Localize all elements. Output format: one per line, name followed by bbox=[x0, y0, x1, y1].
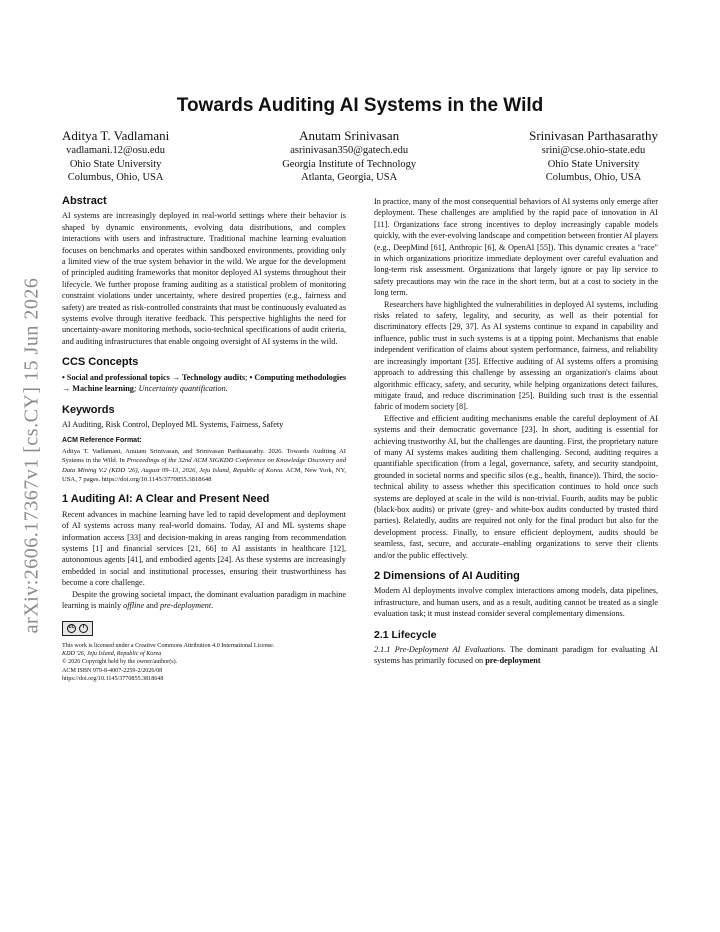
section-2-1-1-label: 2.1.1 Pre-Deployment AI Evaluations. bbox=[374, 645, 506, 655]
right-paragraph-3: Effective and efficient auditing mechanisms enable the careful deployment of AI systems and their democratic governance [23]. In short, auditing is essential for achieving trustworthy AI, but the challenges are daunting. First, the proprietary nature of many AI systems makes auditing them challenging. Second, auditing requires a quantifiable specification (from a legal, governance, safety, and security standpoint, grounded in societal norms and specific silos (e.g., health, finance)). Third, the socio-technical ability to assess whether this specification continues to hold once such systems are deployed at scale in the wild is non-trivial. Fourth, audits may be public (black-box audits) or private (grey- and white-box audits conducted by trusted third parties). Relatedly, audits are required not only for the final product but also for the development process. Finally, to ensure efficient deployment, audits should be seamless, fast, secure, and accurate–enabling organizations to serve their clients and/or the public effectively. bbox=[374, 413, 658, 560]
license-line-3: © 2026 Copyright held by the owner/author(s). bbox=[62, 659, 178, 666]
ccs-separator: ; bbox=[245, 372, 250, 382]
right-column bbox=[374, 196, 658, 667]
left-column bbox=[62, 196, 346, 684]
paper-title: Towards Auditing AI Systems in the Wild bbox=[176, 95, 544, 116]
cc-icon: cc bbox=[67, 624, 76, 633]
author-location: Atlanta, Georgia, USA bbox=[301, 172, 398, 183]
acm-reference-text bbox=[62, 447, 346, 485]
ccs-item-1: • Social and professional topics → Technology audits bbox=[62, 372, 246, 382]
author-name: Aditya T. Vadlamani bbox=[62, 128, 170, 143]
ccs-concepts bbox=[62, 372, 346, 395]
p2-text-c: and bbox=[144, 601, 161, 610]
section-2-1-1-text bbox=[374, 644, 658, 667]
ccs-item-2: • Computing methodologies → Machine learning bbox=[62, 372, 347, 394]
arxiv-identifier: arXiv:2606.17367v1 [cs.CY] 15 Jun 2026 bbox=[20, 277, 43, 633]
author-affiliation: Georgia Institute of Technology bbox=[282, 158, 417, 170]
ccs-heading: CCS Concepts bbox=[62, 356, 139, 369]
p2-text-pre-deployment: pre-deployment bbox=[160, 601, 212, 610]
author-name: Anutam Srinivasan bbox=[299, 128, 400, 143]
section-2-1-heading: 2.1 Lifecycle bbox=[374, 628, 437, 641]
author-email: asrinivasan350@gatech.edu bbox=[290, 145, 409, 156]
ccs-item-3: ; Uncertainty quantification. bbox=[133, 384, 228, 394]
author-affiliation: Ohio State University bbox=[69, 158, 162, 170]
section-1-paragraph-1: Recent advances in machine learning have led to rapid development and deployment of AI systems across many real-world domains. Today, AI and ML systems shape information access [33] and decision-making in areas ranging from recommendation systems [1] and financial services [21, 66] to AI assistants in healthcare [12], autonomous agents [41], and embodied agents [24]. As these systems are increasingly embedded in social and institutional processes, ensuring their trustworthiness has become a core challenge. bbox=[62, 509, 346, 588]
acm-reference-heading: ACM Reference Format: bbox=[62, 437, 142, 445]
license-line-4: ACM ISBN 979-8-4007-2259-2/2026/08 bbox=[62, 667, 163, 674]
section-2-heading: 2 Dimensions of AI Auditing bbox=[374, 570, 520, 582]
author-email: srini@cse.ohio-state.edu bbox=[541, 145, 646, 156]
section-2-1-1-body: The dominant paradigm for evaluating AI systems has primarily focused on bbox=[374, 645, 658, 666]
right-paragraph-2: Researchers have highlighted the vulnerabilities in deployed AI systems, including risks related to safety, legality, and security, as well as their potential for discriminatory effects [29, 37]. As AI systems continue to expand in capability and influence, public trust in such systems is at a tipping point. Mechanisms that enable independent verification of claims about system performance, fairness, and reliability are increasingly important [35]. Effective auditing of AI systems offers a promising approach to addressing this challenge by assessing an organization's claims about algorithmic efficacy, safety, and security, while helping organizations detect failures, mitigate fraud, and reduce discrimination [25]. Building such trust is the essential fabric of modern society [8]. bbox=[374, 299, 658, 412]
license-line-5: https://doi.org/10.1145/3770855.3818648 bbox=[62, 676, 164, 683]
author-affiliation: Ohio State University bbox=[547, 158, 640, 170]
cc-license-row bbox=[62, 620, 346, 635]
author-location: Columbus, Ohio, USA bbox=[67, 172, 164, 183]
keywords-text: AI Auditing, Risk Control, Deployed ML Systems, Fairness, Safety bbox=[62, 419, 284, 429]
author-1 bbox=[62, 128, 169, 185]
arxiv-stamp bbox=[8, 220, 56, 690]
acm-ref-venue: Proceedings of the 32nd ACM SIGKDD Conference on Knowledge Discovery and Data Mining V.2 (KDD '26), August 09–13, 2026, Jeju Island, Republic of Korea. bbox=[62, 457, 347, 474]
section-1-heading: 1 Auditing AI: A Clear and Present Need bbox=[62, 493, 270, 506]
p2-text-e: . bbox=[211, 601, 214, 610]
license-block bbox=[62, 642, 346, 684]
cc-by-badge bbox=[62, 621, 93, 636]
abstract-text: AI systems are increasingly deployed in real-world settings where their behavior is shaped by dynamic environments, evolving data distributions, and complex interactions with users and infrastructure. Traditional machine learning evaluation focuses on benchmarks and operates within sandboxed environments, providing only a limited view of the true system behavior in the wild. We argue for the development of principled auditing frameworks that monitor deployed AI systems throughout their lifecycle. We further propose framing auditing as a statistical problem of monitoring constraint violations under uncertainty, where desired properties (e.g., fairness and safety) are treated as risk-controlled constraints that must be continuously evaluated as systems evolve through iterative feedback. This perspective highlights the need for uncertainty-aware monitoring methods, socio-technical specifications of audit criteria, and auditing infrastructures that enable ongoing oversight of AI systems in the wild. bbox=[62, 211, 346, 346]
right-paragraph-1: In practice, many of the most consequential behaviors of AI systems only emerge after deployment. These challenges are amplified by the rapid pace of innovation in AI [11]. Organizations face strong incentives to deploy increasingly capable models quickly, with the ever-evolving landscape and competition between frontier AI players (e.g., DeepMind [61], Anthropic [6], & OpenAI [55]). This dynamic creates a "race" in which organizations prioritize immediate deployment over careful evaluation and long-term risk assessment. Organizations that largely ignore or pay lip service to safety precautions may win the race in the short term, but at a cost to society in the long term. bbox=[374, 197, 658, 298]
license-line-1: This work is licensed under a Creative Commons Attribution 4.0 International License. bbox=[62, 642, 275, 649]
section-2-text: Modern AI deployments involve complex interactions among models, data pipelines, infrastructure, and human users, and as a result, auditing cannot be treated as a single evaluation task; it must instead consider several complementary dimensions. bbox=[374, 586, 658, 619]
author-location: Columbus, Ohio, USA bbox=[545, 172, 642, 183]
author-2 bbox=[282, 128, 416, 185]
by-icon: i bbox=[79, 624, 88, 633]
author-block bbox=[62, 128, 658, 185]
p2-text-offline: offline bbox=[123, 601, 145, 610]
keywords-heading: Keywords bbox=[62, 403, 115, 416]
author-email: vadlamani.12@osu.edu bbox=[66, 145, 166, 156]
license-line-2: KDD '26, Jeju Island, Republic of Korea bbox=[62, 651, 162, 658]
acm-ref-part-2: ACM, New York, NY, USA, 7 pages. https://doi.org/10.1145/3770855.3818648 bbox=[62, 466, 346, 483]
p2-text-a: Despite the growing societal impact, the dominant evaluation paradigm in machine learning is mainly bbox=[62, 589, 346, 610]
author-name: Srinivasan Parthasarathy bbox=[529, 128, 658, 143]
section-2-1-1-bold: pre-deployment bbox=[485, 656, 541, 666]
abstract-heading: Abstract bbox=[62, 195, 107, 207]
author-3 bbox=[529, 128, 658, 185]
section-1-paragraph-2 bbox=[62, 589, 346, 612]
acm-ref-part-1: Aditya T. Vadlamani, Anutam Srinivasan, and Srinivasan Parthasarathy. 2026. Towards Auditing AI Systems in the Wild. In bbox=[62, 447, 346, 465]
